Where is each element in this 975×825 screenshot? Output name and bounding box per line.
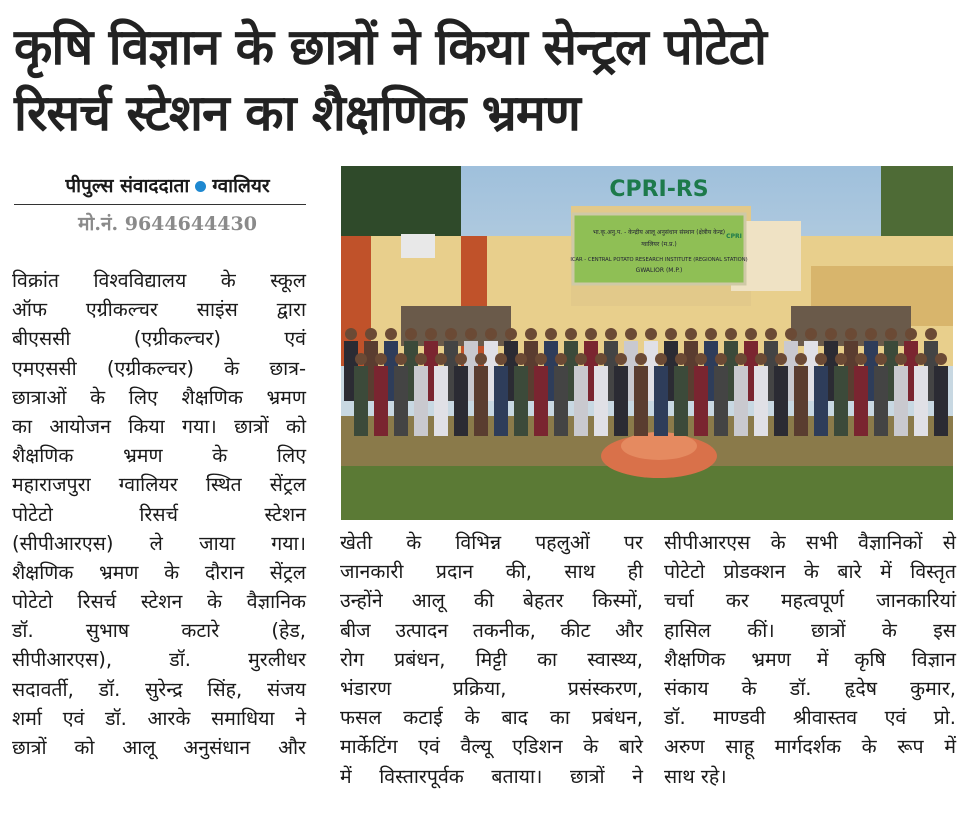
article-line: छात्रों को आलू अनुसंधान और	[12, 736, 306, 759]
person	[414, 366, 428, 436]
article-line: डॉ. माण्डवी श्रीवास्तव एवं प्रो.	[664, 706, 956, 730]
person-head	[715, 353, 727, 365]
person-head	[385, 328, 397, 340]
board-english: ICAR - CENTRAL POTATO RESEARCH INSTITUTE (REGIONAL STATION)	[570, 257, 748, 263]
person-head	[875, 353, 887, 365]
person-head	[365, 328, 377, 340]
person-head	[835, 353, 847, 365]
person-head	[375, 353, 387, 365]
person-head	[785, 328, 797, 340]
person	[874, 366, 888, 436]
person	[554, 366, 568, 436]
dateline-city: ग्वालियर	[212, 175, 270, 197]
article-line: शैक्षणिक भ्रमण में कृषि विज्ञान	[664, 647, 956, 671]
board-logo: CPRI	[726, 233, 742, 240]
person-head	[655, 353, 667, 365]
person-head	[935, 353, 947, 365]
person-head	[825, 328, 837, 340]
person-head	[755, 353, 767, 365]
article-line: चर्चा कर महत्वपूर्ण जानकारियां	[664, 589, 956, 613]
person	[794, 366, 808, 436]
article-column-3	[664, 528, 956, 791]
person-head	[815, 353, 827, 365]
person-head	[695, 353, 707, 365]
article-line: महाराजपुरा ग्वालियर स्थित सेंट्रल	[12, 473, 306, 497]
person-head	[565, 328, 577, 340]
person	[854, 366, 868, 436]
person	[734, 366, 748, 436]
article-line: उन्होंने आलू की बेहतर किस्मों,	[340, 589, 643, 613]
article-line: खेती के विभिन्न पहलुओं पर	[340, 531, 643, 554]
article-line: जानकारी प्रदान की, साथ ही	[340, 560, 643, 584]
person-head	[575, 353, 587, 365]
person-head	[625, 328, 637, 340]
person	[914, 366, 928, 436]
article-line: (सीपीआरएस) ले जाया गया।	[12, 531, 306, 555]
reporter: पीपुल्स संवाददाता	[65, 175, 190, 197]
person-head	[665, 328, 677, 340]
person	[354, 366, 368, 436]
article-line: शर्मा एवं डॉ. आरके समाधिया ने	[12, 706, 306, 730]
person-head	[475, 353, 487, 365]
person-head	[345, 328, 357, 340]
person-head	[515, 353, 527, 365]
mobile-number: मो.नं. 9644644430	[78, 213, 257, 235]
person-head	[685, 328, 697, 340]
person	[834, 366, 848, 436]
board-hindi-city: ग्वालियर (म.प्र.)	[641, 241, 677, 248]
article-column-2	[340, 528, 643, 791]
article-line: मार्केटिंग एवं वैल्यू एडिशन के बारे	[340, 735, 643, 759]
person-head	[425, 328, 437, 340]
person	[754, 366, 768, 436]
person	[574, 366, 588, 436]
article-line: डॉ. सुभाष कटारे (हेड,	[12, 619, 306, 643]
person	[514, 366, 528, 436]
article-line: संकाय के डॉ. हृदेष कुमार,	[664, 676, 956, 700]
article-line: सीपीआरएस के सभी वैज्ञानिकों से	[664, 531, 956, 554]
person-head	[865, 328, 877, 340]
person	[594, 366, 608, 436]
person-head	[925, 328, 937, 340]
person	[474, 366, 488, 436]
person-head	[895, 353, 907, 365]
person-head	[495, 353, 507, 365]
person	[434, 366, 448, 436]
person	[394, 366, 408, 436]
article-line: भंडारण प्रक्रिया, प्रसंस्करण,	[340, 676, 643, 700]
person	[894, 366, 908, 436]
person-head	[805, 328, 817, 340]
headline	[14, 14, 964, 146]
article-line: विक्रांत विश्वविद्यालय के स्कूल	[12, 269, 306, 292]
person	[674, 366, 688, 436]
person	[934, 366, 948, 436]
person-head	[775, 353, 787, 365]
person-head	[525, 328, 537, 340]
person-head	[585, 328, 597, 340]
article-line: का आयोजन किया गया। छात्रों को	[12, 414, 306, 438]
person-head	[595, 353, 607, 365]
article-line: छात्राओं के लिए शैक्षणिक भ्रमण	[12, 385, 306, 409]
person-head	[905, 328, 917, 340]
board-english-city: GWALIOR (M.P.)	[635, 267, 683, 274]
person-head	[355, 353, 367, 365]
article-line: सदावर्ती, डॉ. सुरेन्द्र सिंह, संजय	[12, 677, 306, 701]
person	[454, 366, 468, 436]
article-line: ऑफ एग्रीकल्चर साइंस द्वारा	[12, 298, 306, 322]
person	[634, 366, 648, 436]
person-head	[705, 328, 717, 340]
person-head	[725, 328, 737, 340]
person-head	[445, 328, 457, 340]
person-head	[885, 328, 897, 340]
byline	[30, 172, 305, 198]
article-line: अरुण साहू मार्गदर्शक के रूप में	[664, 735, 956, 759]
person	[814, 366, 828, 436]
article-line: शैक्षणिक भ्रमण के लिए	[12, 444, 306, 468]
news-photo	[341, 166, 953, 520]
rooftop-sign: CPRI-RS	[609, 177, 709, 202]
article-line: में विस्तारपूर्वक बताया। छात्रों ने	[340, 764, 643, 788]
article-line: हासिल कीं। छात्रों के इस	[664, 618, 956, 642]
person-head	[555, 353, 567, 365]
person	[534, 366, 548, 436]
article-line: रोग प्रबंधन, मिट्टी का स्वास्थ्य,	[340, 647, 643, 671]
article-line: सीपीआरएस), डॉ. मुरलीधर	[12, 648, 306, 672]
person-head	[915, 353, 927, 365]
person-head	[645, 328, 657, 340]
article-line: शैक्षणिक भ्रमण के दौरान सेंट्रल	[12, 560, 306, 584]
article-line: एमएससी (एग्रीकल्चर) के छात्र-	[12, 356, 306, 380]
person-head	[605, 328, 617, 340]
person-head	[855, 353, 867, 365]
person-head	[415, 353, 427, 365]
person-head	[735, 353, 747, 365]
person-head	[765, 328, 777, 340]
article-line: पोटेटो रिसर्च स्टेशन के वैज्ञानिक	[12, 590, 306, 614]
person-head	[675, 353, 687, 365]
person-head	[485, 328, 497, 340]
person-head	[435, 353, 447, 365]
article-line: बीएससी (एग्रीकल्चर) एवं	[12, 327, 306, 351]
person-head	[615, 353, 627, 365]
person	[774, 366, 788, 436]
person-head	[535, 353, 547, 365]
article-line: साथ रहे।	[664, 764, 727, 788]
headline-line-2: रिसर्च स्टेशन का शैक्षणिक भ्रमण	[14, 84, 580, 142]
person	[714, 366, 728, 436]
byline-divider	[14, 204, 306, 205]
person-head	[405, 328, 417, 340]
bullet-dot-icon	[195, 181, 206, 192]
article-column-1	[12, 266, 306, 762]
person-head	[795, 353, 807, 365]
article-line: फसल कटाई के बाद का प्रबंधन,	[340, 706, 643, 730]
person	[374, 366, 388, 436]
board-hindi: भा.कृ.अनु.प. - केन्द्रीय आलू अनुसंधान संस्थान (क्षेत्रीय केन्द्र)	[592, 229, 726, 236]
article-line: पोटेटो रिसर्च स्टेशन	[12, 502, 306, 526]
person	[494, 366, 508, 436]
person-head	[465, 328, 477, 340]
person-head	[845, 328, 857, 340]
person-head	[395, 353, 407, 365]
headline-line-1: कृषि विज्ञान के छात्रों ने किया सेन्ट्रल पोटेटो	[14, 18, 766, 76]
person-head	[545, 328, 557, 340]
person-head	[635, 353, 647, 365]
person-head	[745, 328, 757, 340]
group-photo-illustration	[341, 166, 953, 520]
person	[614, 366, 628, 436]
article-line: पोटेटो प्रोडक्शन के बारे में विस्तृत	[664, 560, 956, 584]
person-head	[455, 353, 467, 365]
person	[654, 366, 668, 436]
article-line: बीज उत्पादन तकनीक, कीट और	[340, 618, 643, 642]
person	[694, 366, 708, 436]
person-head	[505, 328, 517, 340]
